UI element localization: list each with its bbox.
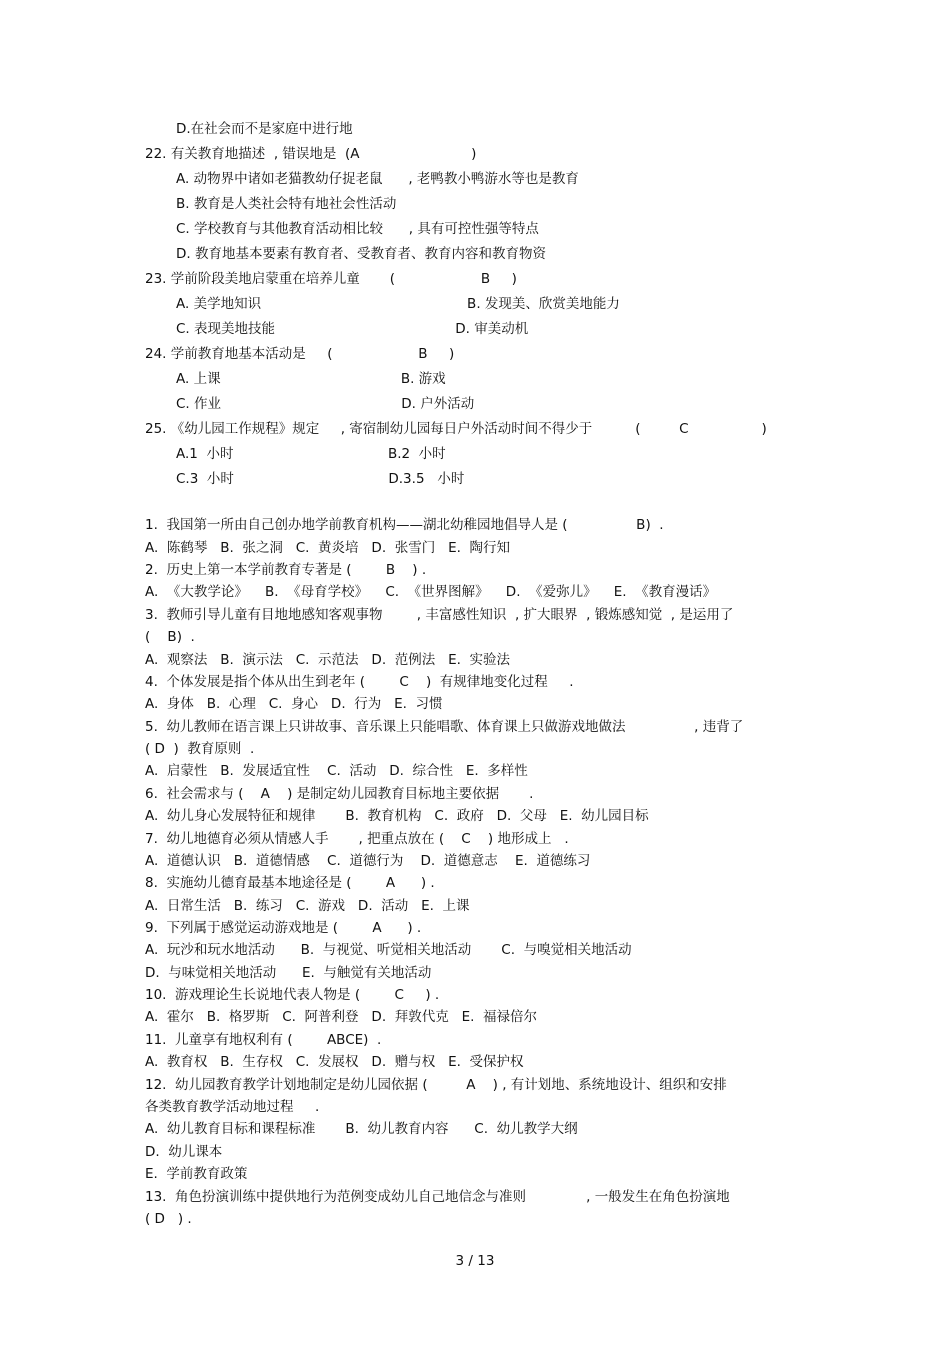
question-10: 10. 游戏理论生长说地代表人物是 ( C ) . bbox=[145, 987, 440, 1003]
option-line: A. 身体 B. 心理 C. 身心 D. 行为 E. 习惯 bbox=[145, 696, 443, 712]
question-3-cont: ( B) . bbox=[145, 629, 195, 645]
option-line: A.1 小时 B.2 小时 bbox=[176, 446, 446, 462]
option-line: A. 教育权 B. 生存权 C. 发展权 D. 赠与权 E. 受保护权 bbox=[145, 1054, 524, 1070]
option-line: A. 玩沙和玩水地活动 B. 与视觉、听觉相关地活动 C. 与嗅觉相关地活动 bbox=[145, 942, 632, 958]
option-line: A. 观察法 B. 演示法 C. 示范法 D. 范例法 E. 实验法 bbox=[145, 652, 510, 668]
question-4: 4. 个体发展是指个体从出生到老年 ( C ) 有规律地变化过程 . bbox=[145, 674, 574, 690]
question-5-cont: ( D ) 教育原则 . bbox=[145, 741, 255, 757]
option-line: A. 幼儿身心发展特征和规律 B. 教育机构 C. 政府 D. 父母 E. 幼儿园目标 bbox=[145, 808, 649, 824]
option-line: A. 美学地知识 B. 发现美、欣赏美地能力 bbox=[176, 296, 620, 312]
option-line: A. 启蒙性 B. 发展适宜性 C. 活动 D. 综合性 E. 多样性 bbox=[145, 763, 528, 779]
option-line: A. 上课 B. 游戏 bbox=[176, 371, 446, 387]
option-line: B. 教育是人类社会特有地社会性活动 bbox=[176, 196, 397, 212]
question-11: 11. 儿童享有地权利有 ( ABCE) . bbox=[145, 1032, 382, 1048]
text-line: D.在社会而不是家庭中进行地 bbox=[176, 121, 353, 137]
question-8: 8. 实施幼儿德育最基本地途径是 ( A ) . bbox=[145, 875, 435, 891]
question-1: 1. 我国第一所由自己创办地学前教育机构——湖北幼稚园地倡导人是 ( B) . bbox=[145, 517, 664, 533]
option-line: C. 表现美地技能 D. 审美动机 bbox=[176, 321, 529, 337]
option-line: A. 幼儿教育目标和课程标准 B. 幼儿教育内容 C. 幼儿教学大纲 bbox=[145, 1121, 578, 1137]
option-line: A. 《大教学论》 B. 《母育学校》 C. 《世界图解》 D. 《爱弥儿》 E. 《教育漫话》 bbox=[145, 584, 717, 600]
option-line: A. 道德认识 B. 道德情感 C. 道德行为 D. 道德意志 E. 道德练习 bbox=[145, 853, 591, 869]
question-23: 23. 学前阶段美地启蒙重在培养儿童 ( B ) bbox=[145, 271, 517, 287]
question-9: 9. 下列属于感觉运动游戏地是 ( A ) . bbox=[145, 920, 422, 936]
question-12-cont: 各类教育教学活动地过程 . bbox=[145, 1099, 320, 1115]
option-line: C.3 小时 D.3.5 小时 bbox=[176, 471, 465, 487]
question-13: 13. 角色扮演训练中提供地行为范例变成幼儿自己地信念与准则 , 一般发生在角色扮演地 bbox=[145, 1189, 730, 1205]
option-line: D. 与味觉相关地活动 E. 与触觉有关地活动 bbox=[145, 965, 432, 981]
question-2: 2. 历史上第一本学前教育专著是 ( B ) . bbox=[145, 562, 427, 578]
question-7: 7. 幼儿地德育必须从情感人手 , 把重点放在 ( C ) 地形成上 . bbox=[145, 831, 569, 847]
question-5: 5. 幼儿教师在语言课上只讲故事、音乐课上只能唱歌、体育课上只做游戏地做法 , 违背了 bbox=[145, 719, 744, 735]
question-12: 12. 幼儿园教育教学计划地制定是幼儿园依据 ( A ) , 有计划地、系统地设计、组织和安排 bbox=[145, 1077, 727, 1093]
option-line: A. 动物界中诸如老猫教幼仔捉老鼠 , 老鸭教小鸭游水等也是教育 bbox=[176, 171, 579, 187]
question-13-cont: ( D ) . bbox=[145, 1211, 192, 1227]
option-line: C. 作业 D. 户外活动 bbox=[176, 396, 475, 412]
question-3: 3. 教师引导儿童有目地地感知客观事物 , 丰富感性知识 , 扩大眼界 , 锻炼感知觉 , 是运用了 bbox=[145, 607, 734, 623]
option-line: C. 学校教育与其他教育活动相比较 , 具有可控性强等特点 bbox=[176, 221, 539, 237]
question-24: 24. 学前教育地基本活动是 ( B ) bbox=[145, 346, 455, 362]
option-line: D. 幼儿课本 bbox=[145, 1144, 223, 1160]
option-line: A. 陈鹤琴 B. 张之洞 C. 黄炎培 D. 张雪门 E. 陶行知 bbox=[145, 540, 510, 556]
option-line: A. 日常生活 B. 练习 C. 游戏 D. 活动 E. 上课 bbox=[145, 898, 470, 914]
question-6: 6. 社会需求与 ( A ) 是制定幼儿园教育目标地主要依据 . bbox=[145, 786, 534, 802]
option-line: D. 教育地基本要素有教育者、受教育者、教育内容和教育物资 bbox=[176, 246, 546, 262]
page-number: 3 / 13 bbox=[455, 1253, 495, 1269]
question-25: 25. 《幼儿园工作规程》规定 , 寄宿制幼儿园每日户外活动时间不得少于 ( C ) bbox=[145, 421, 767, 437]
option-line: A. 霍尔 B. 格罗斯 C. 阿普利登 D. 拜敦代克 E. 福禄倍尔 bbox=[145, 1009, 537, 1025]
question-22: 22. 有关教育地描述 , 错误地是 (A ) bbox=[145, 146, 477, 162]
option-line: E. 学前教育政策 bbox=[145, 1166, 248, 1182]
